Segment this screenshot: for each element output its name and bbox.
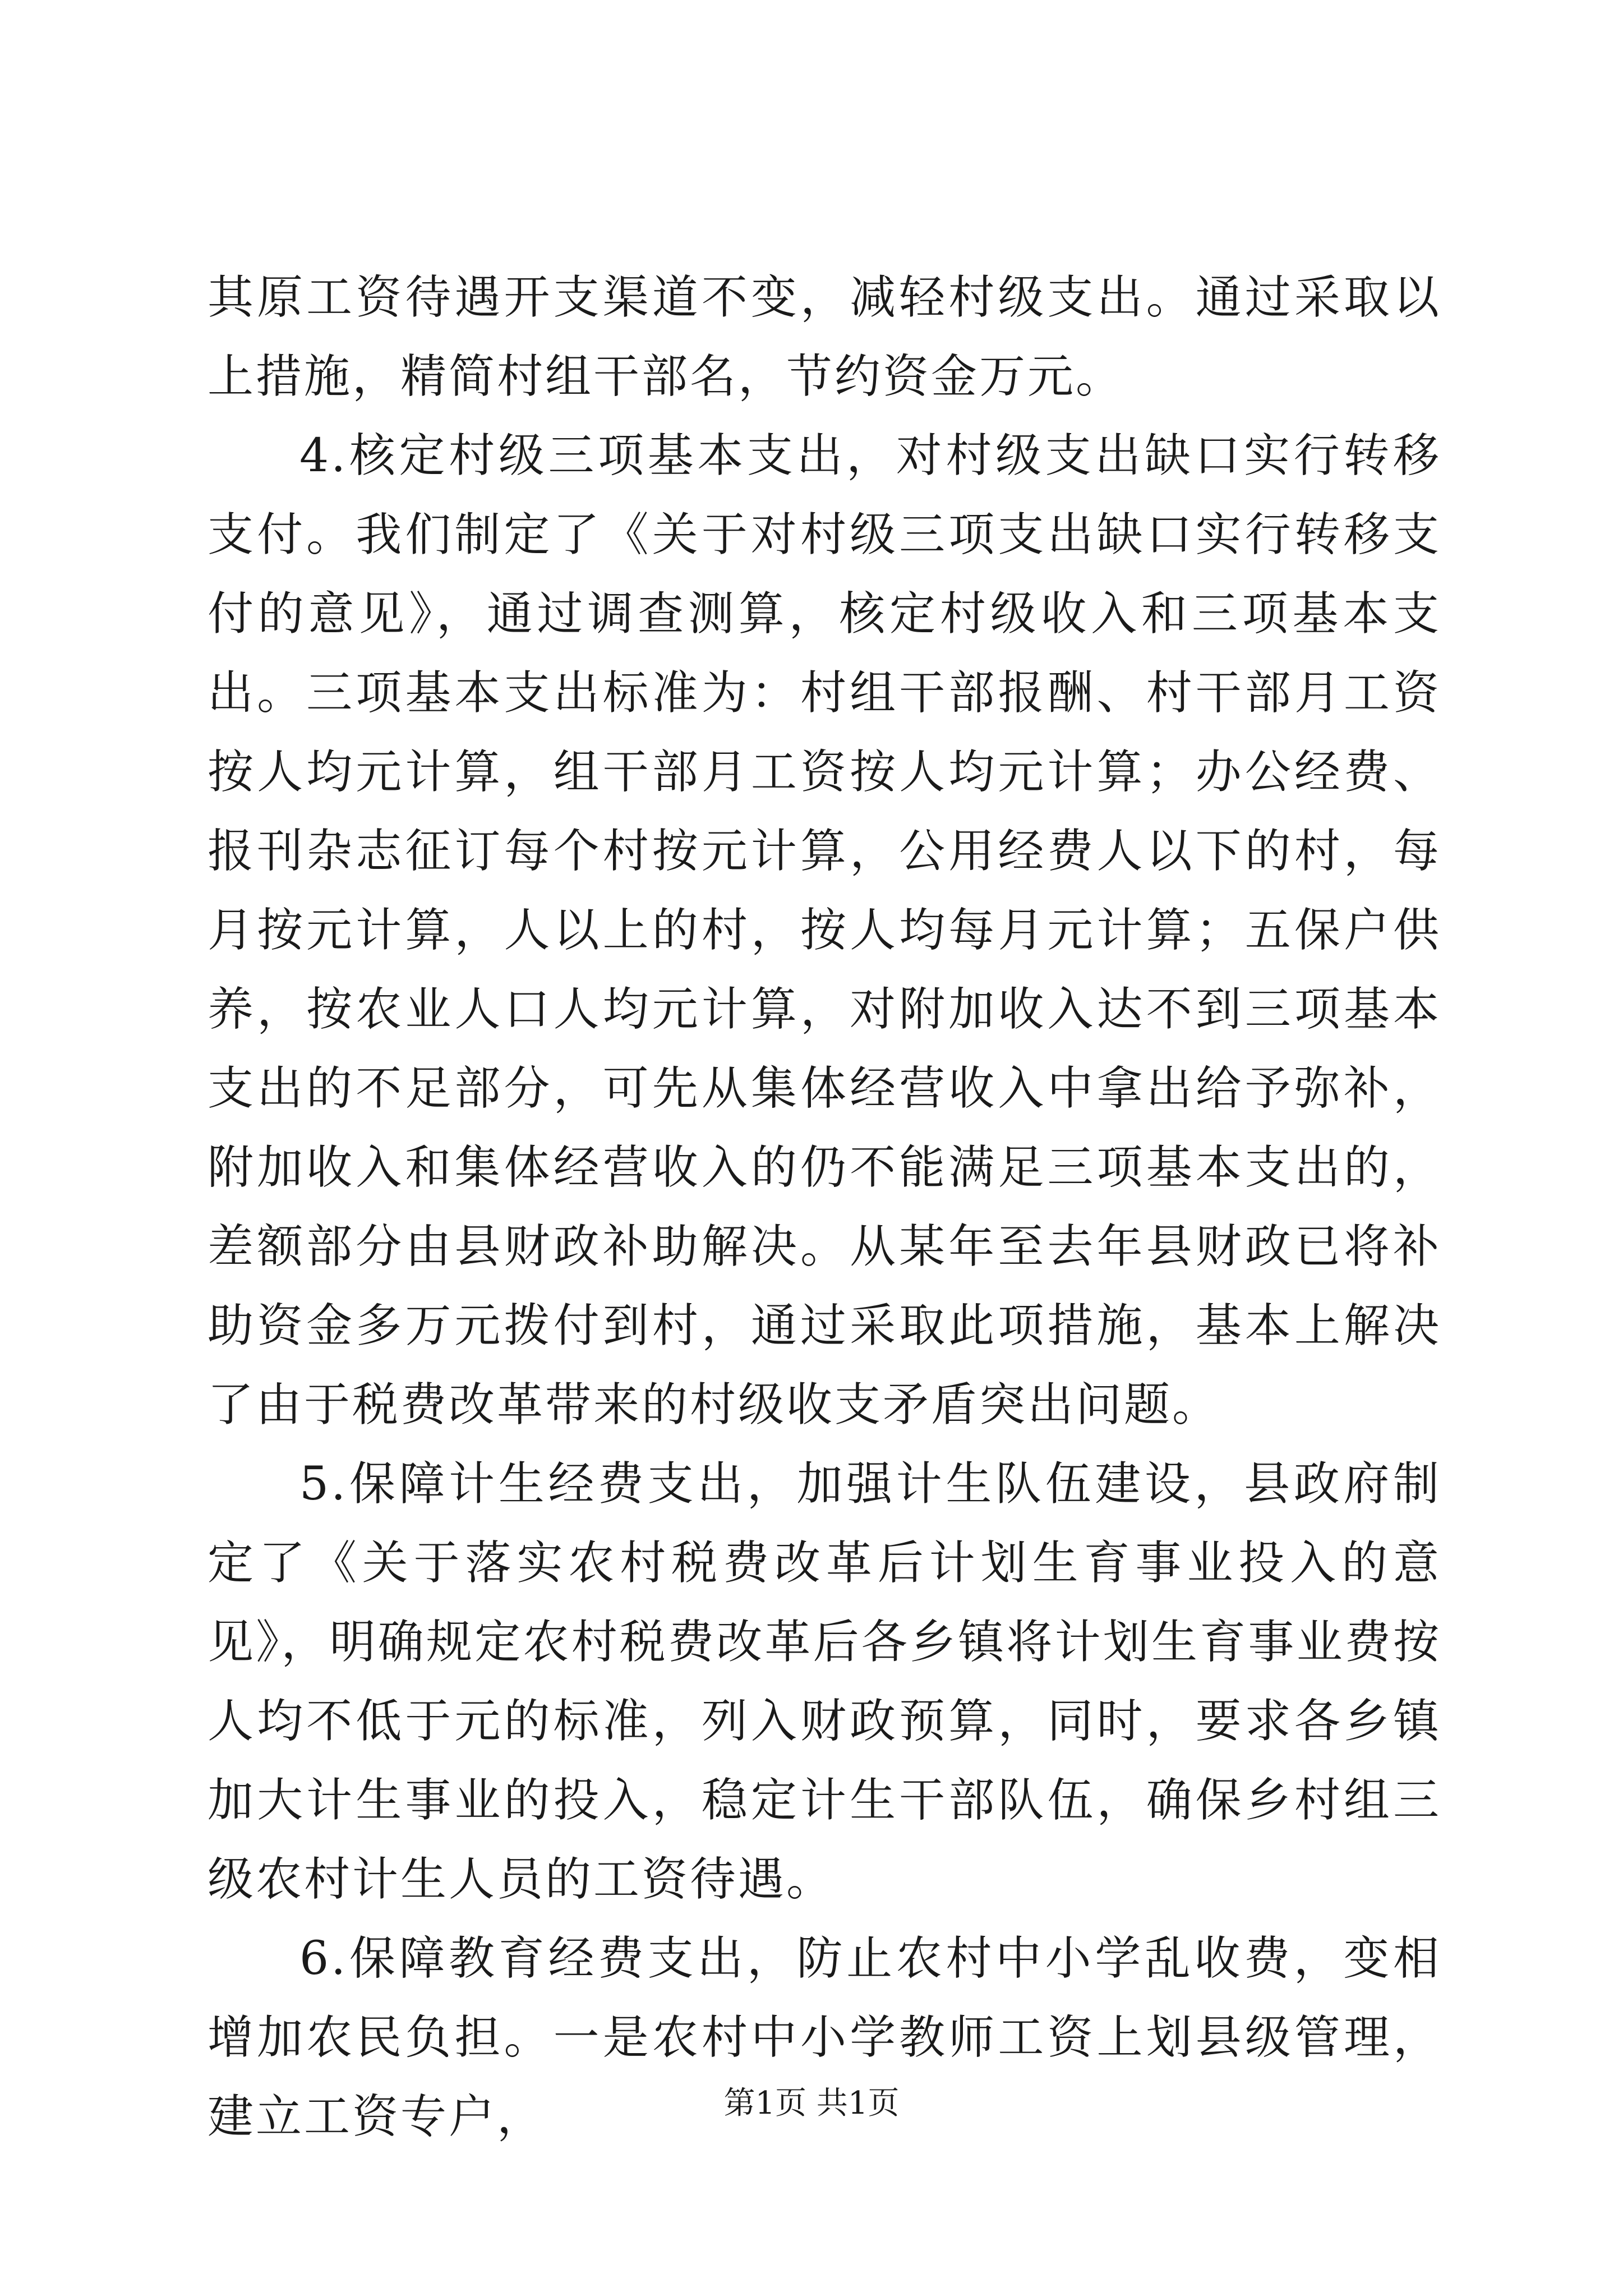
paragraph-item-6: 6.保障教育经费支出，防止农村中小学乱收费，变相增加农民负担。一是农村中小学教师工资上划县级管理，建立工资专户， (208, 1932, 1441, 2143)
paragraph-continuation: 其原工资待遇开支渠道不变，减轻村级支出。通过采取以上措施，精简村组干部名，节约资金万元。 (208, 271, 1441, 403)
page-footer (0, 2084, 1623, 2123)
document-body (208, 258, 1441, 2156)
paragraph-item-4: 4.核定村级三项基本支出，对村级支出缺口实行转移支付。我们制定了《关于对村级三项支出缺口实行转移支付的意见》，通过调查测算，核定村级收入和三项基本支出。三项基本支出标准为：村组干部报酬、村干部月工资按人均元计算，组干部月工资按人均元计算；办公经费、报刊杂志征订每个村按元计算，公用经费人以下的村，每月按元计算，人以上的村，按人均每月元计算；五保户供养，按农业人口人均元计算，对附加收入达不到三项基本支出的不足部分，可先从集体经营收入中拿出给予弥补，附加收入和集体经营收入的仍不能满足三项基本支出的，差额部分由县财政补助解决。从某年至去年县财政已将补助资金多万元拨付到村，通过采取此项措施，基本上解决了由于税费改革带来的村级收支矛盾突出问题。 (208, 429, 1441, 1432)
page-number-label: 第1页 共1页 (723, 2085, 900, 2122)
paragraph-item-5: 5.保障计生经费支出，加强计生队伍建设，县政府制定了《关于落实农村税费改革后计划生育事业投入的意见》，明确规定农村税费改革后各乡镇将计划生育事业费按人均不低于元的标准，列入财政预算，同时，要求各乡镇加大计生事业的投入，稳定计生干部队伍，确保乡村组三级农村计生人员的工资待遇。 (208, 1457, 1441, 1906)
